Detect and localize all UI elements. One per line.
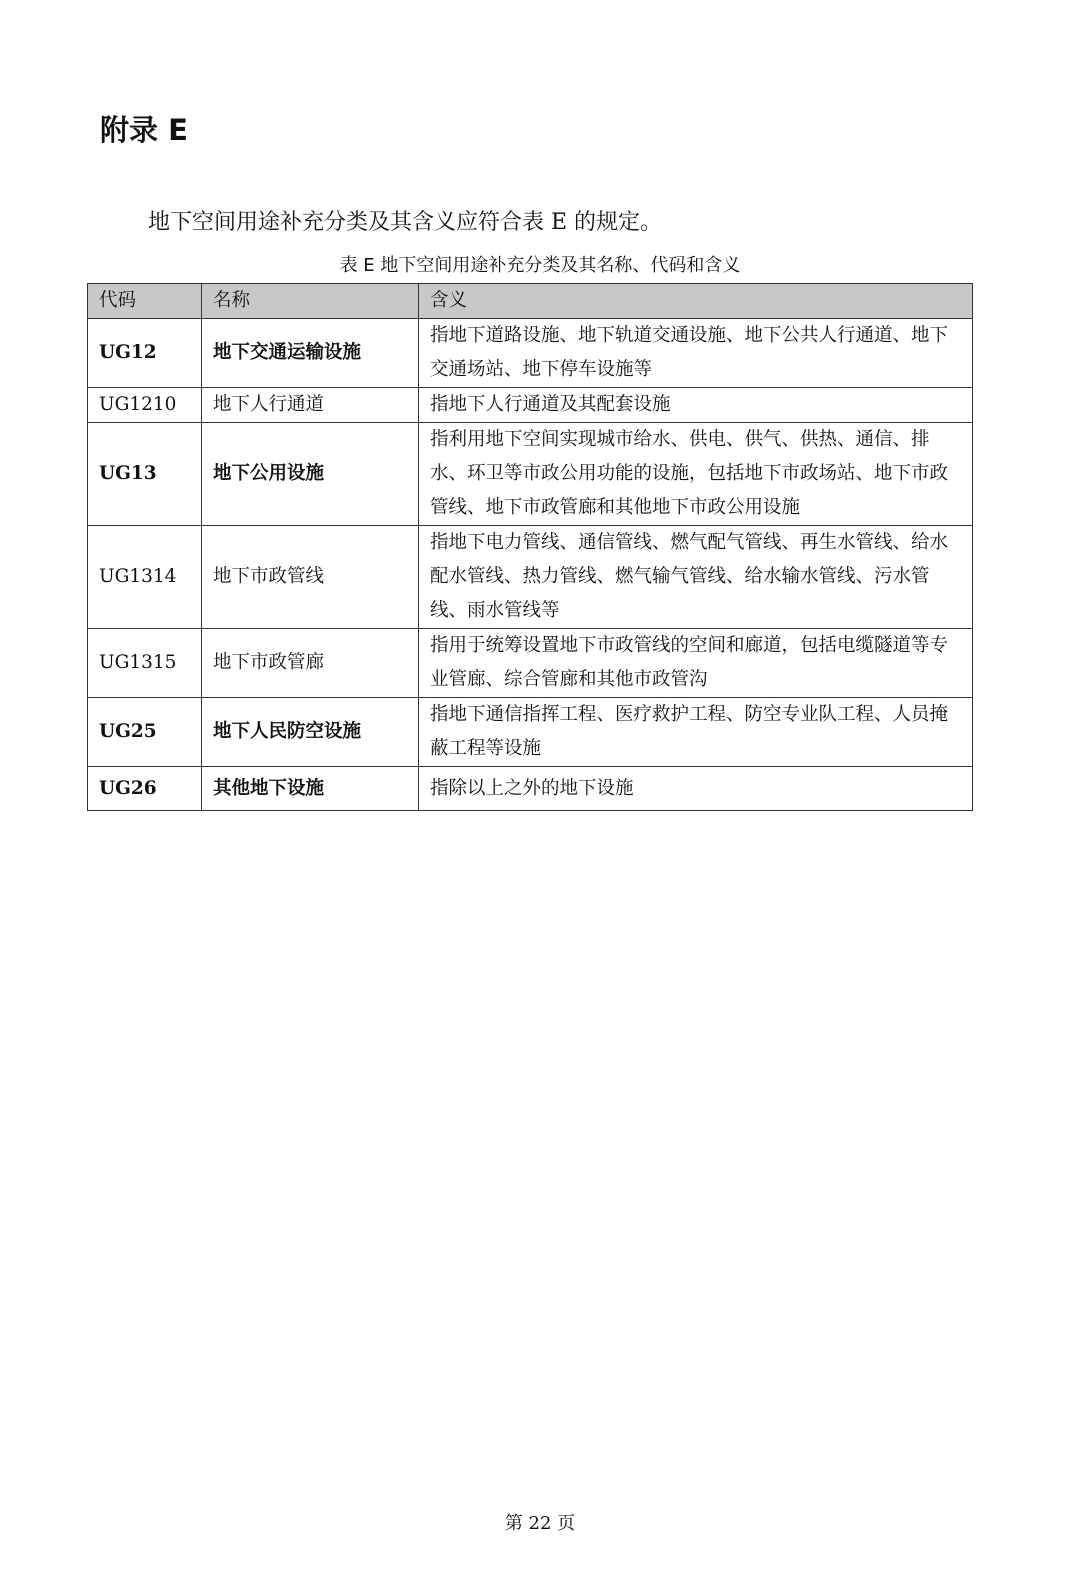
- row-meaning: 指地下通信指挥工程、医疗救护工程、防空专业队工程、人员掩蔽工程等设施: [419, 698, 973, 767]
- row-name: 地下人民防空设施: [202, 698, 419, 767]
- row-meaning: 指除以上之外的地下设施: [419, 767, 973, 811]
- page-number: 第 22 页: [504, 1513, 576, 1534]
- table-row: [88, 698, 973, 767]
- table-row: [88, 388, 973, 423]
- row-name: 地下市政管线: [202, 526, 419, 629]
- row-code: UG1314: [88, 526, 202, 629]
- row-code: UG12: [88, 319, 202, 388]
- table-row: [88, 767, 973, 811]
- row-meaning: 指用于统筹设置地下市政管线的空间和廊道，包括电缆隧道等专业管廊、综合管廊和其他市政管沟: [419, 629, 973, 698]
- header-name: 名称: [202, 284, 419, 319]
- row-meaning: 指地下电力管线、通信管线、燃气配气管线、再生水管线、给水配水管线、热力管线、燃气输气管线、给水输水管线、污水管线、雨水管线等: [419, 526, 973, 629]
- table-row: [88, 319, 973, 388]
- row-name: 地下人行通道: [202, 388, 419, 423]
- appendix-heading: 附录 E: [100, 113, 188, 147]
- header-meaning: 含义: [419, 284, 973, 319]
- row-name: 其他地下设施: [202, 767, 419, 811]
- table-row: [88, 629, 973, 698]
- table-header-row: [88, 284, 973, 319]
- row-name: 地下市政管廊: [202, 629, 419, 698]
- table-caption: 表 E 地下空间用途补充分类及其名称、代码和含义: [339, 255, 741, 276]
- row-name: 地下交通运输设施: [202, 319, 419, 388]
- header-code: 代码: [88, 284, 202, 319]
- row-meaning: 指利用地下空间实现城市给水、供电、供气、供热、通信、排水、环卫等市政公用功能的设施，包括地下市政场站、地下市政管线、地下市政管廊和其他地下市政公用设施: [419, 423, 973, 526]
- row-code: UG1315: [88, 629, 202, 698]
- row-code: UG1210: [88, 388, 202, 423]
- table-row: [88, 526, 973, 629]
- row-meaning: 指地下道路设施、地下轨道交通设施、地下公共人行通道、地下交通场站、地下停车设施等: [419, 319, 973, 388]
- row-code: UG26: [88, 767, 202, 811]
- intro-paragraph: 地下空间用途补充分类及其含义应符合表 E 的规定。: [148, 210, 663, 235]
- row-name: 地下公用设施: [202, 423, 419, 526]
- row-code: UG25: [88, 698, 202, 767]
- row-code: UG13: [88, 423, 202, 526]
- table-row: [88, 423, 973, 526]
- classification-table: [87, 283, 973, 811]
- row-meaning: 指地下人行通道及其配套设施: [419, 388, 973, 423]
